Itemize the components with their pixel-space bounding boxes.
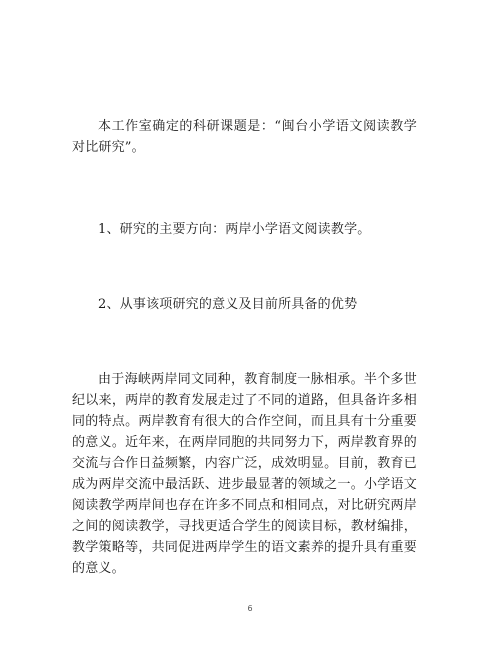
research-direction-paragraph: 1、研究的主要方向：两岸小学语文阅读教学。 <box>98 222 371 237</box>
body-paragraph: 由于海峡两岸同文同种，教育制度一脉相承。半个多世纪以来，两岸的教育发展走过了不同的道路，但具备许多相同的特点。两岸教育有很大的合作空间，而且具有十分重要的意义。近年来，在两岸同胞的共同努力下，两岸教育界的交流与合作日益频繁，内容广泛，成效明显。目前，教育已成为两岸交流中最活跃、进步最显著的领域之一。小学语文阅读教学两岸间也存在许多不同点和相同点，对比研究两岸之间的阅读教学，寻找更适合学生的阅读目标，教材编排，教学策略等，共同促进两岸学生的语文素养的提升具有重要的意义。 <box>72 372 417 576</box>
page-number: 6 <box>247 604 253 613</box>
research-topic-paragraph: 本工作室确定的科研课题是：“闽台小学语文阅读教学对比研究”。 <box>72 119 417 155</box>
research-significance-heading: 2、从事该项研究的意义及目前所具备的优势 <box>98 297 358 312</box>
